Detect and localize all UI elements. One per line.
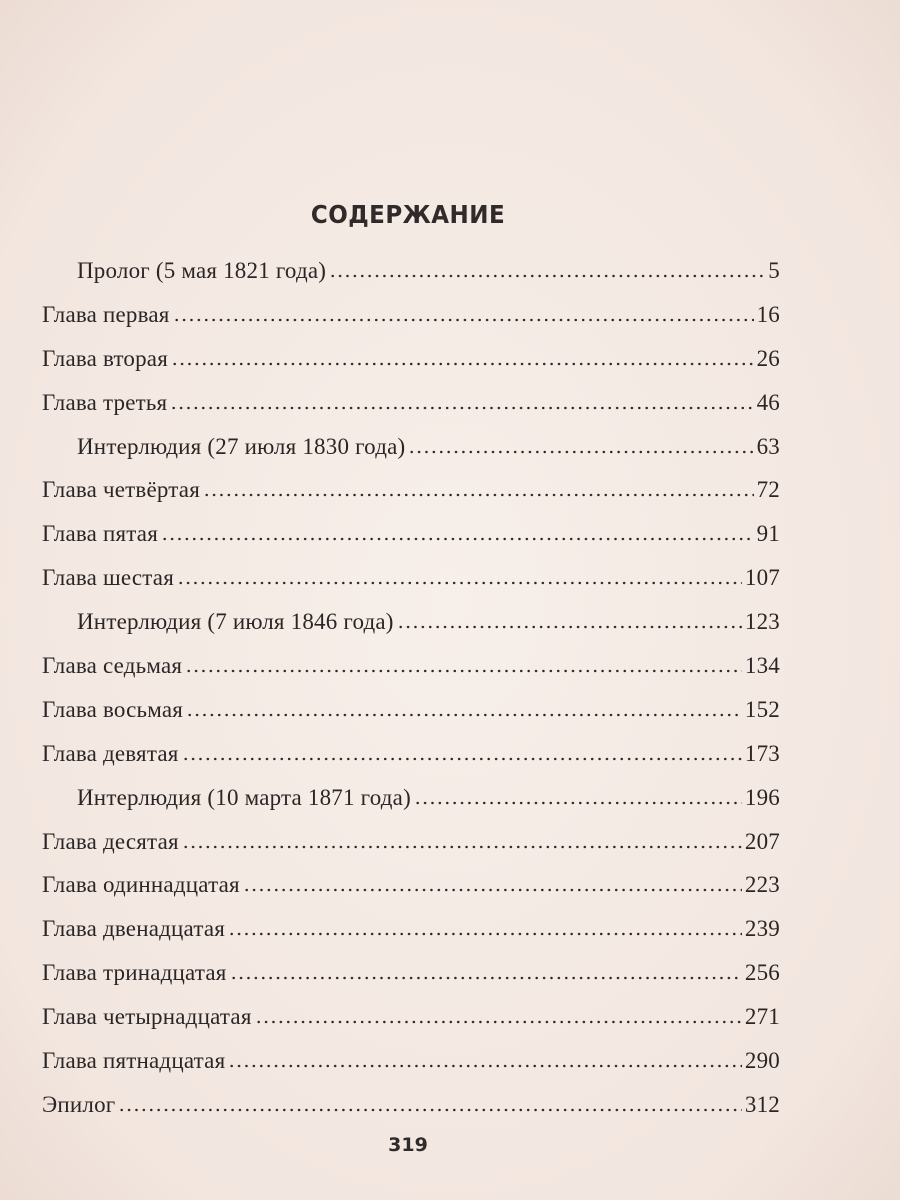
dot-leader bbox=[255, 1020, 742, 1024]
toc-entry-title: Глава четвёртая bbox=[42, 477, 200, 503]
dot-leader bbox=[185, 669, 742, 673]
toc-entry-title: Глава седьмая bbox=[42, 653, 183, 679]
toc-entry bbox=[42, 565, 780, 609]
dot-leader bbox=[170, 406, 753, 410]
toc-entry-title: Глава тринадцатая bbox=[42, 960, 227, 986]
dot-leader bbox=[230, 976, 742, 980]
toc-entry bbox=[42, 785, 780, 829]
toc-entry bbox=[42, 1048, 780, 1092]
toc-entry-title: Глава первая bbox=[42, 301, 170, 327]
dot-leader bbox=[182, 757, 742, 761]
toc-entry-title: Глава одиннадцатая bbox=[42, 872, 240, 898]
toc-entry bbox=[42, 1004, 780, 1048]
toc-entry-page: 5 bbox=[768, 258, 780, 283]
toc-entry-title: Глава вторая bbox=[42, 345, 168, 371]
dot-leader bbox=[228, 1064, 742, 1068]
toc-entry-title: Интерлюдия (7 июля 1846 года) bbox=[77, 609, 394, 635]
toc-entry-page: 91 bbox=[756, 521, 780, 547]
toc-entry-page: 239 bbox=[744, 916, 780, 942]
toc-entry-page: 26 bbox=[756, 345, 780, 371]
dot-leader bbox=[243, 888, 742, 892]
toc-entry bbox=[42, 390, 780, 434]
toc-entry bbox=[42, 609, 780, 653]
toc-entry-page: 271 bbox=[744, 1004, 780, 1030]
toc-entry bbox=[42, 521, 780, 565]
toc-entry-page: 173 bbox=[744, 740, 780, 766]
toc-entry-title: Интерлюдия (10 марта 1871 года) bbox=[77, 784, 411, 810]
table-of-contents bbox=[42, 258, 780, 1136]
dot-leader bbox=[228, 932, 742, 936]
toc-entry bbox=[42, 346, 780, 390]
toc-entry-page: 196 bbox=[744, 784, 780, 810]
toc-entry-page: 152 bbox=[744, 696, 780, 722]
toc-entry-page: 46 bbox=[756, 389, 780, 415]
dot-leader bbox=[414, 801, 742, 805]
toc-entry bbox=[42, 697, 780, 741]
toc-entry-page: 312 bbox=[744, 1091, 780, 1117]
toc-entry bbox=[42, 960, 780, 1004]
toc-entry-title: Глава десятая bbox=[42, 828, 179, 854]
toc-entry-title: Интерлюдия (27 июля 1830 года) bbox=[77, 433, 406, 459]
toc-entry-page: 207 bbox=[744, 828, 780, 854]
toc-entry-title: Глава пятая bbox=[42, 521, 158, 547]
dot-leader bbox=[177, 581, 742, 585]
toc-entry-page: 123 bbox=[744, 609, 780, 635]
dot-leader bbox=[182, 845, 742, 849]
toc-entry-page: 290 bbox=[744, 1048, 780, 1074]
toc-entry bbox=[42, 302, 780, 346]
toc-entry-title: Глава восьмая bbox=[42, 696, 184, 722]
toc-entry-title: Глава девятая bbox=[42, 740, 179, 766]
toc-entry-title: Глава третья bbox=[42, 389, 168, 415]
toc-entry bbox=[42, 872, 780, 916]
toc-entry-page: 16 bbox=[756, 301, 780, 327]
dot-leader bbox=[171, 362, 754, 366]
dot-leader bbox=[329, 274, 765, 278]
toc-entry bbox=[42, 477, 780, 521]
toc-entry-title: Пролог (5 мая 1821 года) bbox=[77, 258, 327, 283]
toc-entry-title: Глава двенадцатая bbox=[42, 916, 226, 942]
toc-entry bbox=[42, 258, 780, 302]
toc-entry-page: 134 bbox=[744, 653, 780, 679]
dot-leader bbox=[397, 625, 742, 629]
toc-entry bbox=[42, 653, 780, 697]
toc-entry bbox=[42, 741, 780, 785]
page-title: СОДЕРЖАНИЕ bbox=[310, 200, 506, 229]
page-number: 319 bbox=[388, 1134, 428, 1156]
dot-leader bbox=[161, 537, 754, 541]
toc-entry-page: 223 bbox=[744, 872, 780, 898]
toc-entry-page: 72 bbox=[756, 477, 780, 503]
toc-entry-title: Глава пятнадцатая bbox=[42, 1048, 226, 1074]
dot-leader bbox=[173, 318, 754, 322]
toc-entry-page: 107 bbox=[744, 565, 780, 591]
toc-entry-page: 256 bbox=[744, 960, 780, 986]
toc-entry bbox=[42, 916, 780, 960]
toc-entry bbox=[42, 829, 780, 873]
toc-entry-title: Глава шестая bbox=[42, 565, 174, 591]
toc-entry bbox=[42, 434, 780, 478]
dot-leader bbox=[203, 493, 754, 497]
dot-leader bbox=[186, 713, 742, 717]
toc-entry-title: Эпилог bbox=[42, 1091, 116, 1117]
dot-leader bbox=[408, 450, 753, 454]
toc-entry-title: Глава четырнадцатая bbox=[42, 1004, 252, 1030]
toc-entry-page: 63 bbox=[756, 433, 780, 459]
dot-leader bbox=[118, 1108, 741, 1112]
toc-entry bbox=[42, 1092, 780, 1136]
